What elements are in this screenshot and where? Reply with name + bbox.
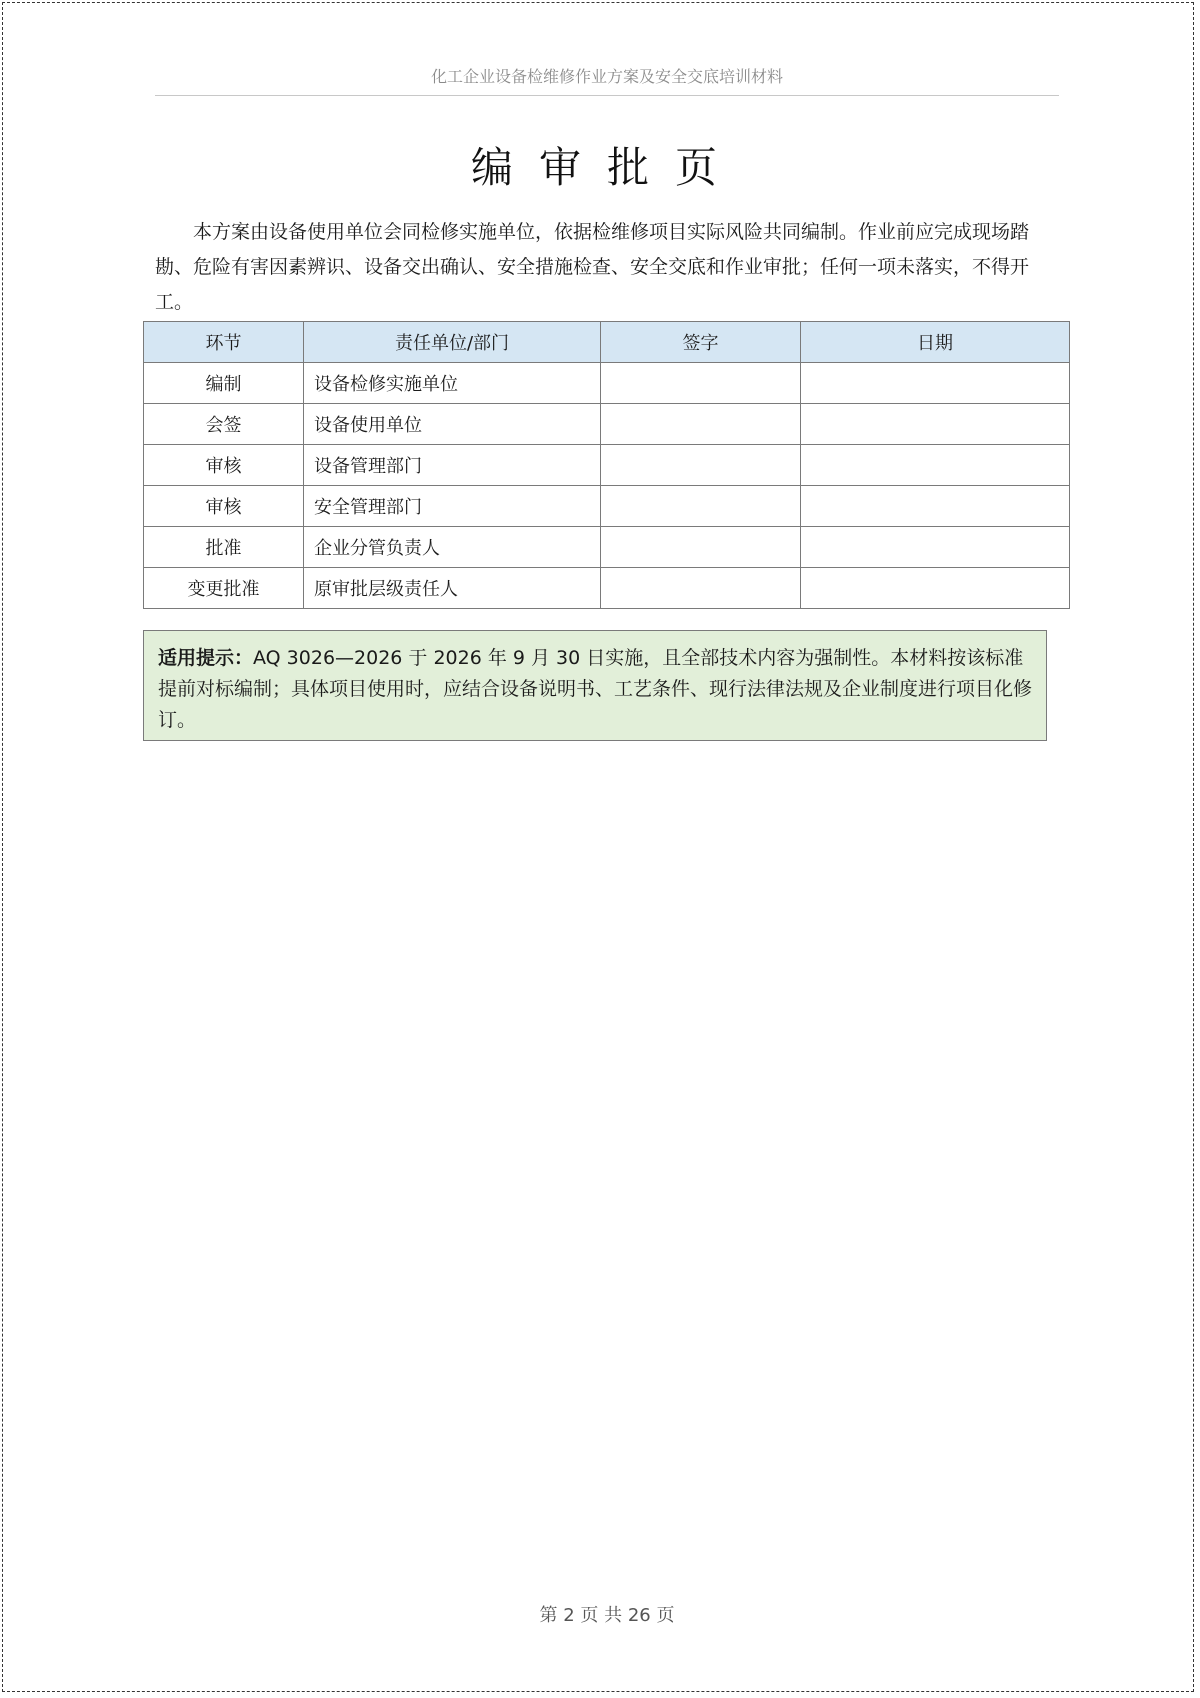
column-header-stage: 环节	[144, 322, 304, 363]
signature-cell[interactable]	[601, 363, 801, 404]
table-row	[144, 445, 1070, 486]
stage-cell: 审核	[144, 445, 304, 486]
column-header-unit: 责任单位/部门	[304, 322, 601, 363]
table-row	[144, 527, 1070, 568]
signature-cell[interactable]	[601, 486, 801, 527]
unit-cell: 安全管理部门	[304, 486, 601, 527]
page-title: 编审批页	[470, 143, 743, 192]
date-cell[interactable]	[801, 363, 1070, 404]
stage-cell: 编制	[144, 363, 304, 404]
signature-cell[interactable]	[601, 445, 801, 486]
date-cell[interactable]	[801, 527, 1070, 568]
date-cell[interactable]	[801, 568, 1070, 609]
column-header-signature: 签字	[601, 322, 801, 363]
table-row	[144, 486, 1070, 527]
table-row	[144, 568, 1070, 609]
unit-cell: 设备管理部门	[304, 445, 601, 486]
date-cell[interactable]	[801, 486, 1070, 527]
unit-cell: 企业分管负责人	[304, 527, 601, 568]
applicability-note	[143, 630, 1047, 741]
header-rule	[155, 95, 1059, 96]
note-label: 适用提示：	[158, 647, 254, 669]
stage-cell: 审核	[144, 486, 304, 527]
page-number: 第 2 页 共 26 页	[539, 1605, 675, 1626]
unit-cell: 设备使用单位	[304, 404, 601, 445]
unit-cell: 原审批层级责任人	[304, 568, 601, 609]
signature-cell[interactable]	[601, 568, 801, 609]
unit-cell: 设备检修实施单位	[304, 363, 601, 404]
signature-cell[interactable]	[601, 404, 801, 445]
signature-cell[interactable]	[601, 527, 801, 568]
stage-cell: 会签	[144, 404, 304, 445]
table-row	[144, 363, 1070, 404]
date-cell[interactable]	[801, 445, 1070, 486]
table-header-row	[144, 322, 1070, 363]
note-text: AQ 3026—2026 于 2026 年 9 月 30 日实施，且全部技术内容为强制性。本材料按该标准提前对标编制；具体项目使用时，应结合设备说明书、工艺条件、现行法律法规及企业制度进行项目化修订。	[158, 647, 1033, 731]
table-row	[144, 404, 1070, 445]
intro-paragraph: 本方案由设备使用单位会同检修实施单位，依据检维修项目实际风险共同编制。作业前应完成现场踏勘、危险有害因素辨识、设备交出确认、安全措施检查、安全交底和作业审批；任何一项未落实，不得开工。	[155, 221, 1030, 313]
stage-cell: 批准	[144, 527, 304, 568]
stage-cell: 变更批准	[144, 568, 304, 609]
running-header: 化工企业设备检维修作业方案及安全交底培训材料	[430, 67, 783, 86]
date-cell[interactable]	[801, 404, 1070, 445]
column-header-date: 日期	[801, 322, 1070, 363]
approval-table	[143, 321, 1070, 609]
